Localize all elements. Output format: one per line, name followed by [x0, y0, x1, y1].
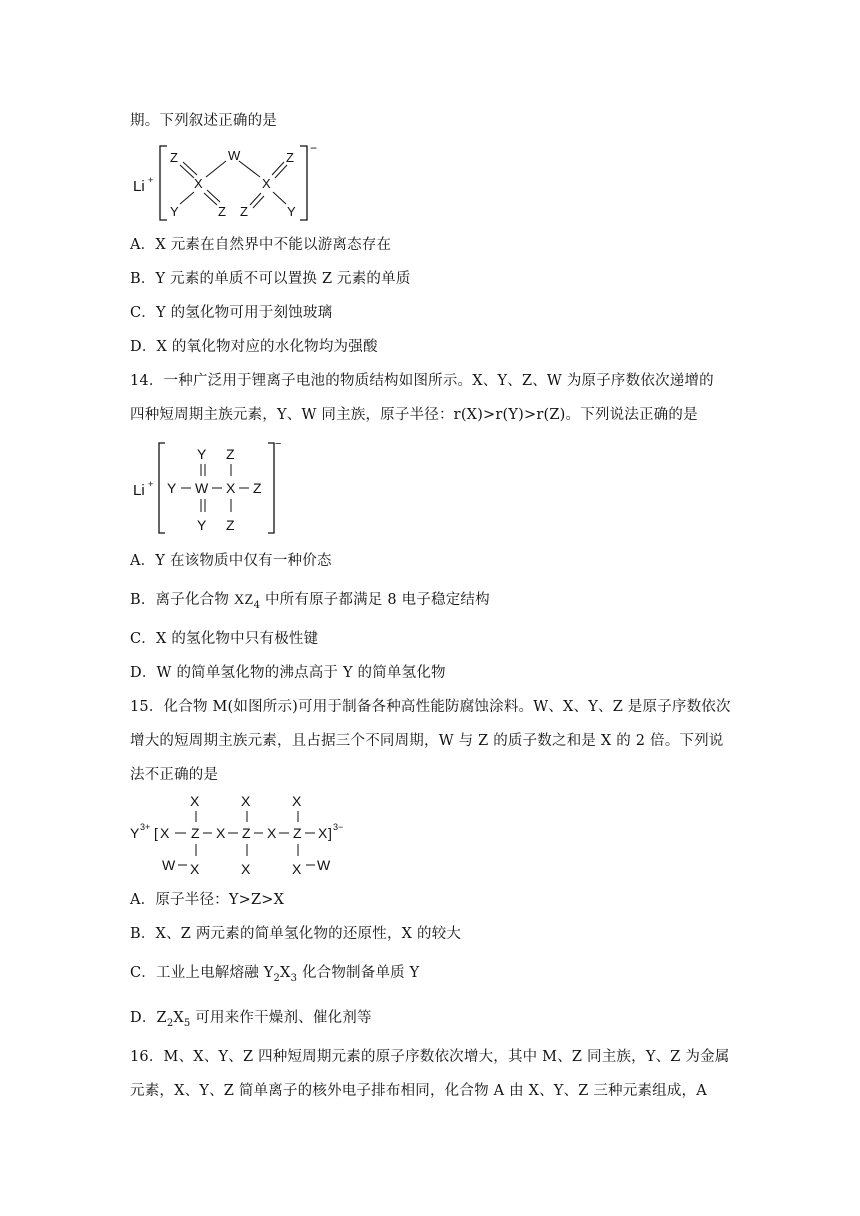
q13-stem-tail: 期。下列叙述正确的是	[130, 113, 277, 129]
q14-cation-charge: +	[148, 479, 154, 489]
q14-atom-y-top: Y	[197, 446, 207, 462]
q15-atom-x-bottom2: X	[241, 861, 251, 877]
q15-atom-x-top1: X	[190, 793, 200, 809]
q14-option-c: C．X 的氢化物中只有极性键	[130, 631, 319, 647]
q13-atom-x1: X	[194, 176, 203, 191]
q13-atom-y1: Y	[170, 204, 179, 219]
q15-option-d-x-sub: 5	[183, 1017, 191, 1029]
q15-option-c	[130, 963, 419, 989]
q13-atom-z2: Z	[286, 150, 294, 165]
q13-atom-y2: Y	[287, 204, 296, 219]
q14-stem-line2: 四种短周期主族元素，Y、W 同主族，原子半径：r(X)>r(Y)>r(Z)。下列说法正确的是	[130, 407, 698, 423]
q13-cation: Li	[133, 178, 145, 195]
q15-option-c-pre: C．工业上电解熔融	[130, 965, 264, 981]
q13-option-b: B．Y 元素的单质不可以置换 Z 元素的单质	[130, 271, 411, 287]
q15-option-d-z-sub: 2	[166, 1017, 174, 1029]
q15-atom-z2: Z	[242, 825, 251, 841]
q15-stem-line1: 15．化合物 M(如图所示)可用于制备各种高性能防腐蚀涂料。W、X、Y、Z 是原子序数依次	[130, 699, 731, 715]
q15-option-a: A．原子半径：Y>Z>X	[130, 892, 285, 908]
q15-atom-x-bottom3: X	[292, 861, 302, 877]
q15-option-d-z: Z	[156, 1010, 167, 1026]
q14-atom-z-right: Z	[253, 480, 262, 496]
q14-option-b-formula-sub: 4	[253, 599, 261, 611]
q14-option-b-pre: B．离子化合物	[130, 592, 234, 608]
q14-atom-z-top: Z	[226, 446, 235, 462]
q15-option-b: B．X、Z 两元素的简单氢化物的还原性，X 的较大	[130, 926, 462, 942]
q15-option-d	[130, 1008, 372, 1034]
q13-option-c: C．Y 的氢化物可用于刻蚀玻璃	[130, 305, 333, 321]
q15-atom-x-chain1: X	[160, 825, 170, 841]
q14-atom-w: W	[195, 480, 209, 496]
q14-option-b	[130, 590, 490, 616]
q14-option-b-formula: XZ	[233, 592, 254, 608]
q13-atom-x2: X	[262, 176, 271, 191]
q15-atom-x-top3: X	[292, 793, 302, 809]
q16-stem-line2: 元素，X、Y、Z 简单离子的核外电子排布相同，化合物 A 由 X、Y、Z 三种元素组成，A	[130, 1083, 707, 1099]
q15-atom-z1: Z	[191, 825, 200, 841]
q14-atom-z-bottom: Z	[226, 517, 235, 533]
q13-option-d: D．X 的氧化物对应的水化物均为强酸	[130, 339, 378, 355]
q13-atom-z4: Z	[240, 204, 248, 219]
q15-option-c-post: 化合物制备单质 Y	[297, 965, 420, 981]
q15-left-bracket: [	[154, 825, 158, 841]
q14-option-b-post: 中所有原子都满足 8 电子稳定结构	[260, 592, 490, 608]
q14-stem-line1: 14．一种广泛用于锂离子电池的物质结构如图所示。X、Y、Z、W 为原子序数依次递增的	[130, 373, 714, 389]
q15-atom-x-chain4: X	[318, 825, 328, 841]
q14-atom-y-left: Y	[167, 480, 177, 496]
q15-cation: Y	[130, 825, 140, 841]
q13-option-a: A．X 元素在自然界中不能以游离态存在	[130, 237, 392, 253]
q13-structure-diagram	[130, 140, 330, 225]
q15-option-d-x: X	[173, 1010, 184, 1026]
q15-atom-x-chain3: X	[267, 825, 277, 841]
q15-atom-x-chain2: X	[216, 825, 226, 841]
q14-atom-y-bottom: Y	[197, 517, 207, 533]
q15-stem-line3: 法不正确的是	[130, 767, 219, 783]
q15-option-c-y-sub: 2	[273, 972, 281, 984]
q15-atom-w1: W	[162, 857, 176, 873]
q14-cation: Li	[133, 482, 145, 499]
q14-option-a: A．Y 在该物质中仅有一种价态	[130, 553, 332, 569]
q13-atom-z1: Z	[170, 150, 178, 165]
q15-atom-z3: Z	[293, 825, 302, 841]
q15-atom-x-top2: X	[241, 793, 251, 809]
q15-option-d-pre: D．	[130, 1010, 157, 1026]
q13-atom-w: W	[228, 148, 241, 163]
q13-anion-charge: −	[310, 141, 318, 155]
q15-structure-diagram	[130, 790, 360, 880]
q16-stem-line1: 16．M、X、Y、Z 四种短周期元素的原子序数依次增大，其中 M、Z 同主族，Y、Z 为金属	[130, 1049, 730, 1065]
q15-option-c-x-sub: 3	[290, 972, 298, 984]
q15-option-c-y: Y	[263, 965, 274, 981]
q14-structure-diagram	[130, 437, 290, 539]
q15-atom-w2: W	[317, 857, 331, 873]
q15-right-bracket: ]	[328, 825, 332, 841]
q15-atom-x-bottom1: X	[190, 861, 200, 877]
q15-stem-line2: 增大的短周期主族元素，且占据三个不同周期，W 与 Z 的质子数之和是 X 的 2 倍。下列说	[130, 733, 724, 749]
q14-atom-x: X	[226, 480, 236, 496]
q15-cation-charge: 3+	[140, 822, 151, 832]
q14-anion-charge: −	[275, 438, 282, 450]
q14-option-d: D．W 的简单氢化物的沸点高于 Y 的简单氢化物	[130, 665, 446, 681]
q13-atom-z3: Z	[218, 204, 226, 219]
q13-cation-charge: +	[148, 175, 154, 185]
q15-anion-charge: 3−	[333, 822, 344, 832]
q15-option-c-x: X	[280, 965, 291, 981]
q15-option-d-post: 可用来作干燥剂、催化剂等	[190, 1010, 372, 1026]
